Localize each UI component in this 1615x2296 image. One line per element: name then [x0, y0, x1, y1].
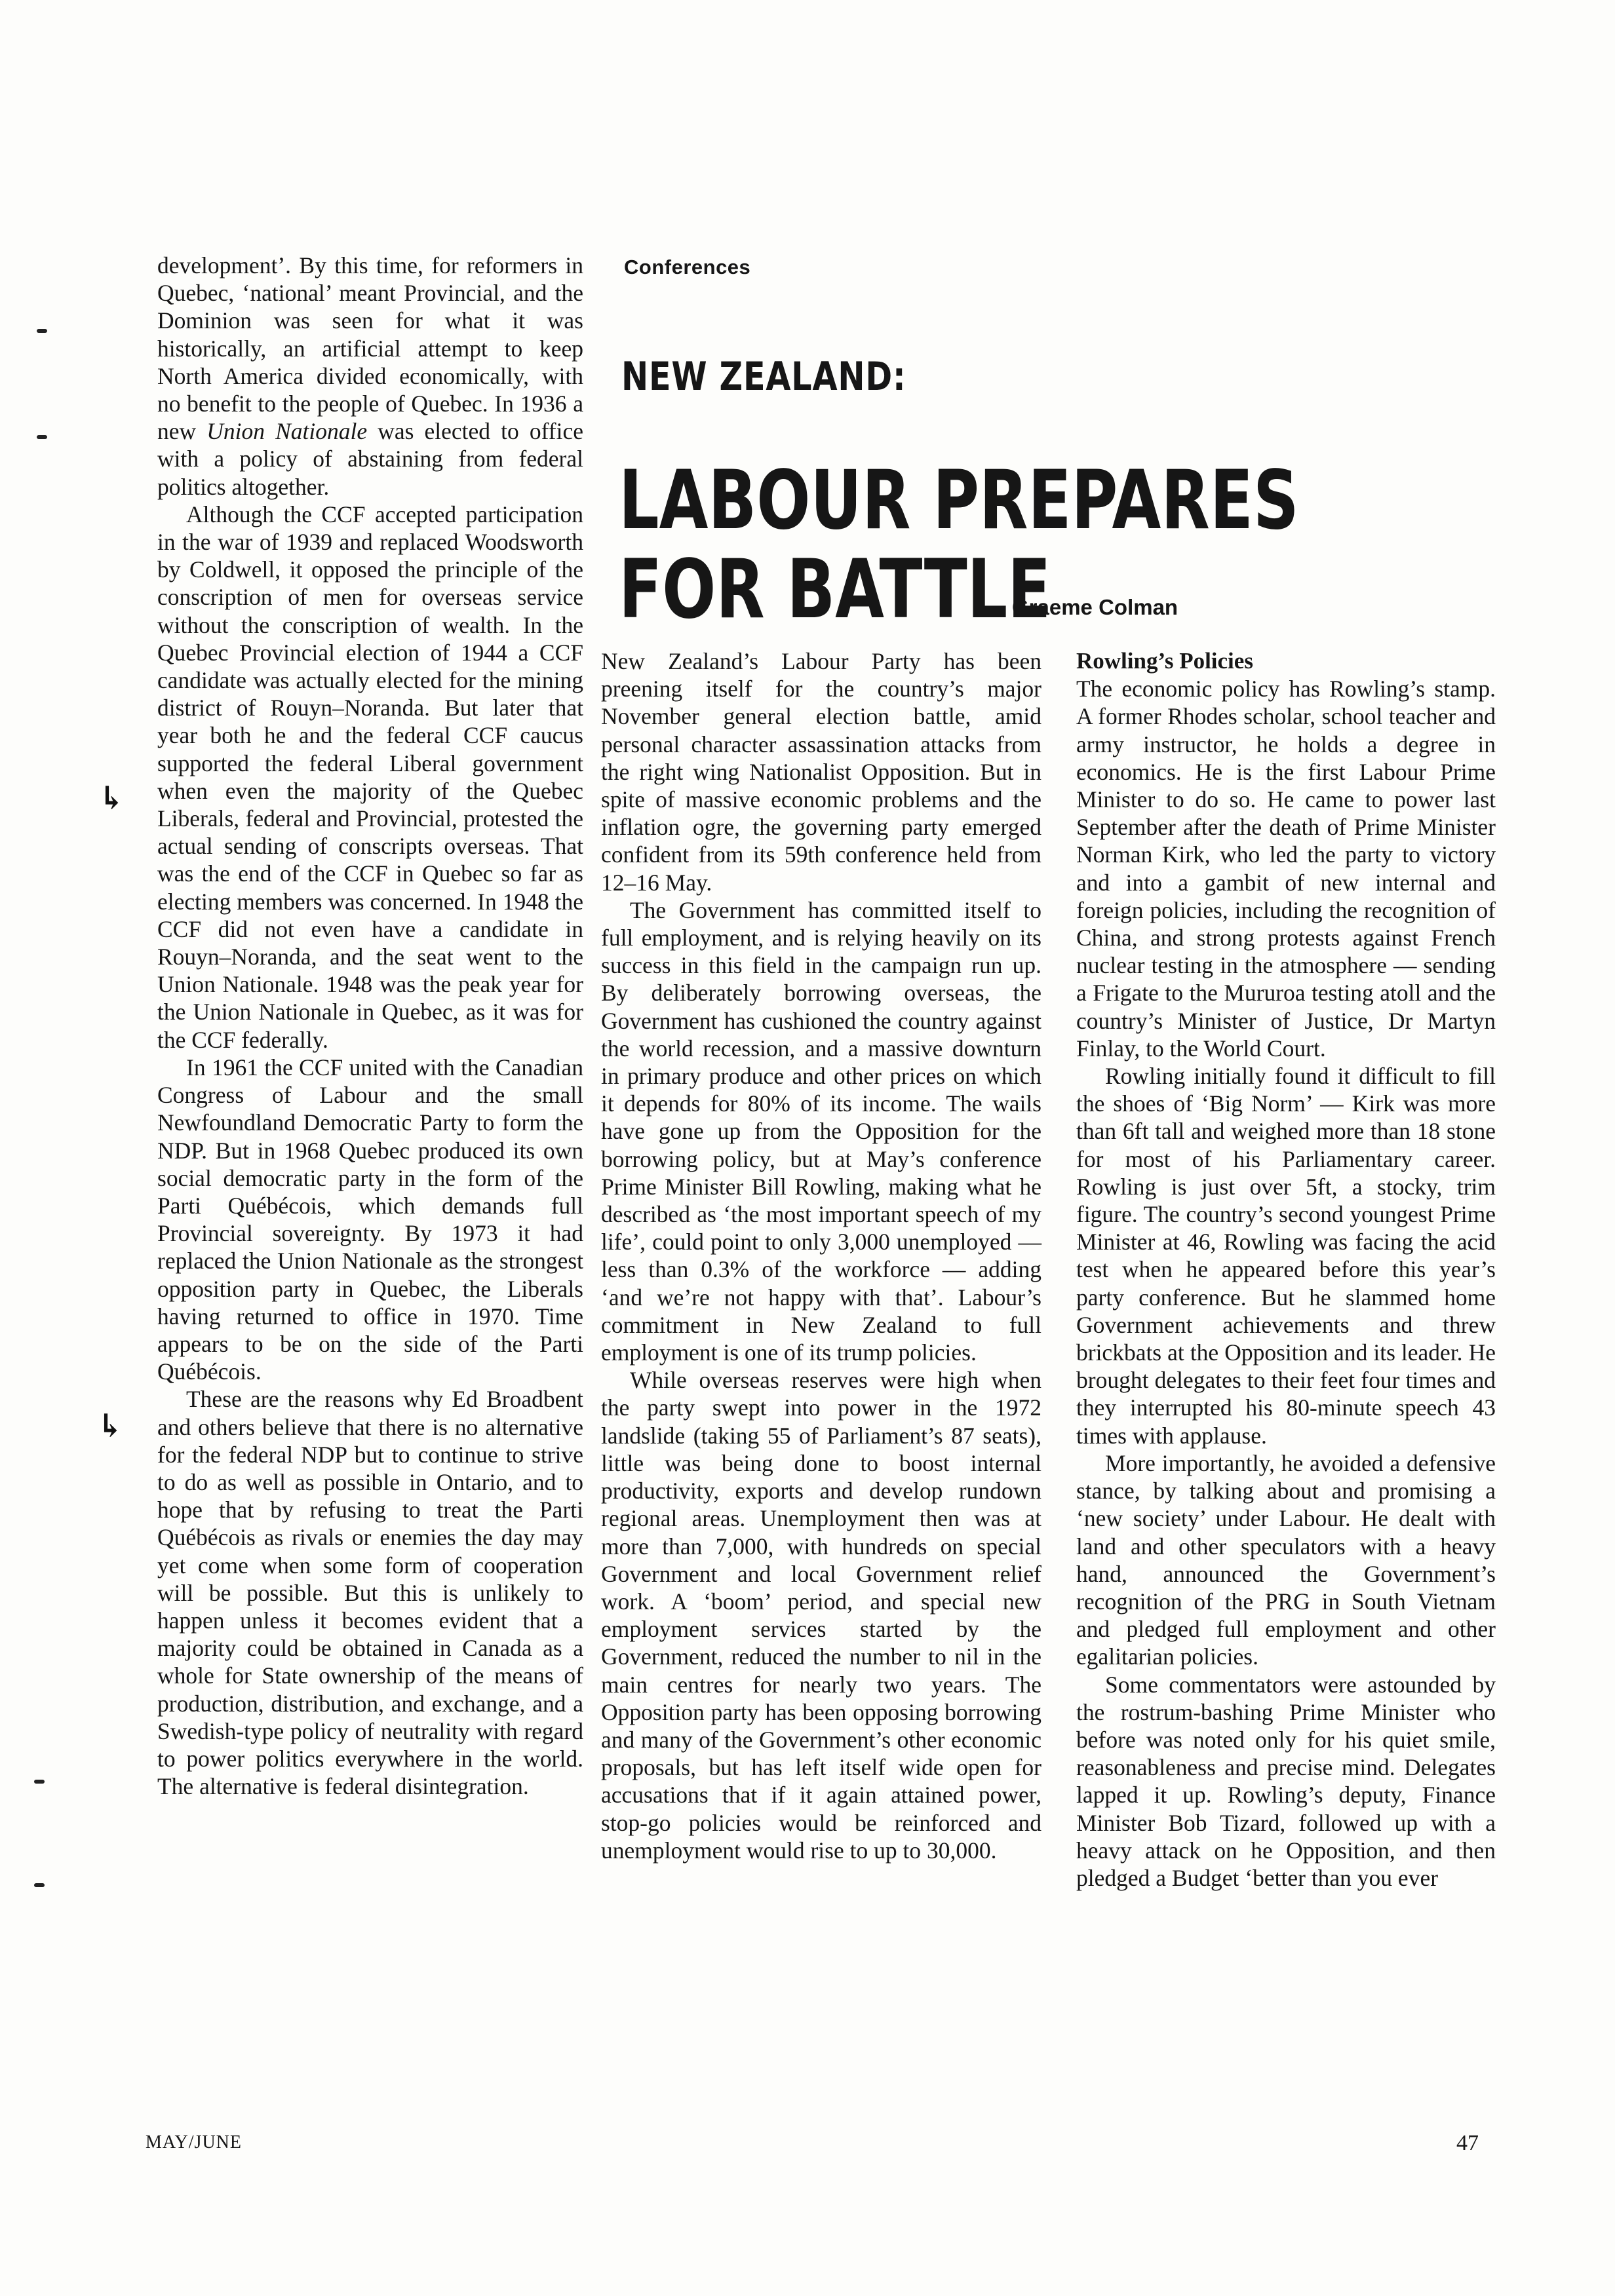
- right-paragraph-1: The economic policy has Rowling’s stamp. A former Rhodes scholar, school teacher and army instructor, he holds a degree in economics. He is the first Labour Prime Minister to do so. He came to power last September after the death of Prime Minister Norman Kirk, who led the party to victory and into a gambit of new internal and foreign policies, including the recognition of China, and strong protests against French nuclear testing in the atmosphere — sending a Frigate to the Mururoa testing atoll and the country’s Minister of Justice, Dr Martyn Finlay, to the World Court.: [1076, 676, 1496, 1062]
- headline-line-2: FOR BATTLE: [619, 543, 1051, 637]
- kicker: NEW ZEALAND:: [621, 354, 906, 400]
- margin-bracket: ↳: [97, 1409, 124, 1444]
- right-paragraph-3: More importantly, he avoided a defensive stance, by talking about and promising a ‘new society’ under Labour. He dealt with land and other speculators with a heavy hand, announced the Government’s recognition of the PRG in South Vietnam and pledged full employment and other egalitarian policies.: [1076, 1449, 1496, 1670]
- middle-column: [601, 647, 1041, 1864]
- byline: Graeme Colman: [1012, 595, 1178, 619]
- left-paragraph-4: These are the reasons why Ed Broadbent and others believe that there is no alternative for the federal NDP but to continue to strive to do as well as possible in Ontario, and to hope that by refusing to treat the Parti Québécois as rivals or enemies the day may yet come when some form of cooperation will be possible. But this is unlikely to happen unless it becomes evident that a majority could be obtained in Canada as a whole for State ownership of the means of production, distribution, and exchange, and a Swedish-type policy of neutrality with regard to power politics everywhere in the world. The alternative is federal disintegration.: [157, 1386, 583, 1800]
- left-paragraph-2: Although the CCF accepted participation in the war of 1939 and replaced Woodsworth by Coldwell, it opposed the principle of the conscription of men for overseas service without the conscription of wealth. In the Quebec Provincial election of 1944 a CCF candidate was actually elected for the mining district of Rouyn–Noranda. But later that year both he and the federal CCF caucus supported the federal Liberal government when even the majority of the Quebec Liberals, federal and Provincial, protested the actual sending of conscripts overseas. That was the end of the CCF in Quebec so far as electing members was concerned. In 1948 the CCF did not even have a candidate in Rouyn–Noranda, and the seat went to the Union Nationale. 1948 was the peak year for the Union Nationale in Quebec, as it was for the CCF federally.: [157, 501, 583, 1053]
- left-column: [157, 252, 583, 1800]
- section-label: Conferences: [624, 256, 751, 278]
- right-column: [1076, 647, 1496, 1892]
- margin-mark: [34, 1883, 45, 1887]
- middle-paragraph-3: While overseas reserves were high when the party swept into power in the 1972 landslide (taking 55 of Parliament’s 87 seats), little was being done to boost internal productivity, exports and develop rundown regional areas. Unemployment then was at more than 7,000, with hundreds on special Government and local Government relief work. A ‘boom’ period, and special new employment services started by the Government, reduced the number to nil in the main centres for nearly two years. The Opposition party has been opposing borrowing and many of the Government’s other economic proposals, but has left itself wide open for accusations that if it again attained power, stop-go policies would be reinforced and unemployment would rise to up to 30,000.: [601, 1367, 1041, 1864]
- middle-paragraph-1: New Zealand’s Labour Party has been preening itself for the country’s major November general election battle, amid personal character assassination attacks from the right wing Nationalist Opposition. But in spite of massive economic problems and the inflation ogre, the governing party emerged confident from its 59th conference held from 12–16 May.: [601, 648, 1041, 896]
- left-paragraph-1: development’. By this time, for reformers in Quebec, ‘national’ meant Provincial, and the Dominion was seen for what it was historically, an artificial attempt to keep North America divided economically, with no benefit to the people of Quebec. In 1936 a new Union Nationale was elected to office with a policy of abstaining from federal politics altogether.: [157, 252, 583, 500]
- margin-bracket: ↳: [98, 781, 125, 816]
- margin-mark: [34, 1780, 45, 1784]
- headline-line-1: LABOUR PREPARES: [619, 453, 1299, 548]
- headline: [619, 453, 1299, 637]
- issue-date: MAY/JUNE: [146, 2132, 242, 2152]
- right-paragraph-2: Rowling initially found it difficult to fill the shoes of ‘Big Norm’ — Kirk was more than 6ft tall and weighed more than 18 stone for most of his Parliamentary career. Rowling is just over 5ft, a stocky, trim figure. The country’s second youngest Prime Minister at 46, Rowling was facing the acid test when he appeared before this year’s party conference. But he slammed home Government achievements and threw brickbats at the Opposition and its leader. He brought delegates to their feet four times and they interrupted his 80-minute speech 43 times with applause.: [1076, 1063, 1496, 1449]
- left-paragraph-3: In 1961 the CCF united with the Canadian Congress of Labour and the small Newfoundland Democratic Party to form the NDP. But in 1968 Quebec produced its own social democratic party in the form of the Parti Québécois, which demands full Provincial sovereignty. By 1973 it had replaced the Union Nationale as the strongest opposition party in Quebec, the Liberals having returned to office in 1970. Time appears to be on the side of the Parti Québécois.: [157, 1054, 583, 1385]
- margin-mark: [37, 435, 47, 439]
- margin-mark: [37, 329, 47, 333]
- subheading: Rowling’s Policies: [1076, 648, 1253, 674]
- right-paragraph-4: Some commentators were astounded by the rostrum-bashing Prime Minister who before was noted only for his quiet smile, reasonableness and precise mind. Delegates lapped it up. Rowling’s deputy, Finance Minister Bob Tizard, followed up with a heavy attack on he Opposition, and then pledged a Budget ‘better than you ever: [1076, 1671, 1496, 1891]
- middle-paragraph-2: The Government has committed itself to full employment, and is relying heavily on its success in this field in the campaign run up. By deliberately borrowing overseas, the Government has cushioned the country against the world recession, and a massive downturn in primary produce and other prices on which it depends for 80% of its income. The wails have gone up from the Opposition for the borrowing policy, but at May’s conference Prime Minister Bill Rowling, making what he described as ‘the most important speech of my life’, could point to only 3,000 unemployed — less than 0.3% of the workforce — adding ‘and we’re not happy with that’. Labour’s commitment in New Zealand to full employment is one of its trump policies.: [601, 896, 1041, 1366]
- page-number: 47: [1456, 2131, 1479, 2155]
